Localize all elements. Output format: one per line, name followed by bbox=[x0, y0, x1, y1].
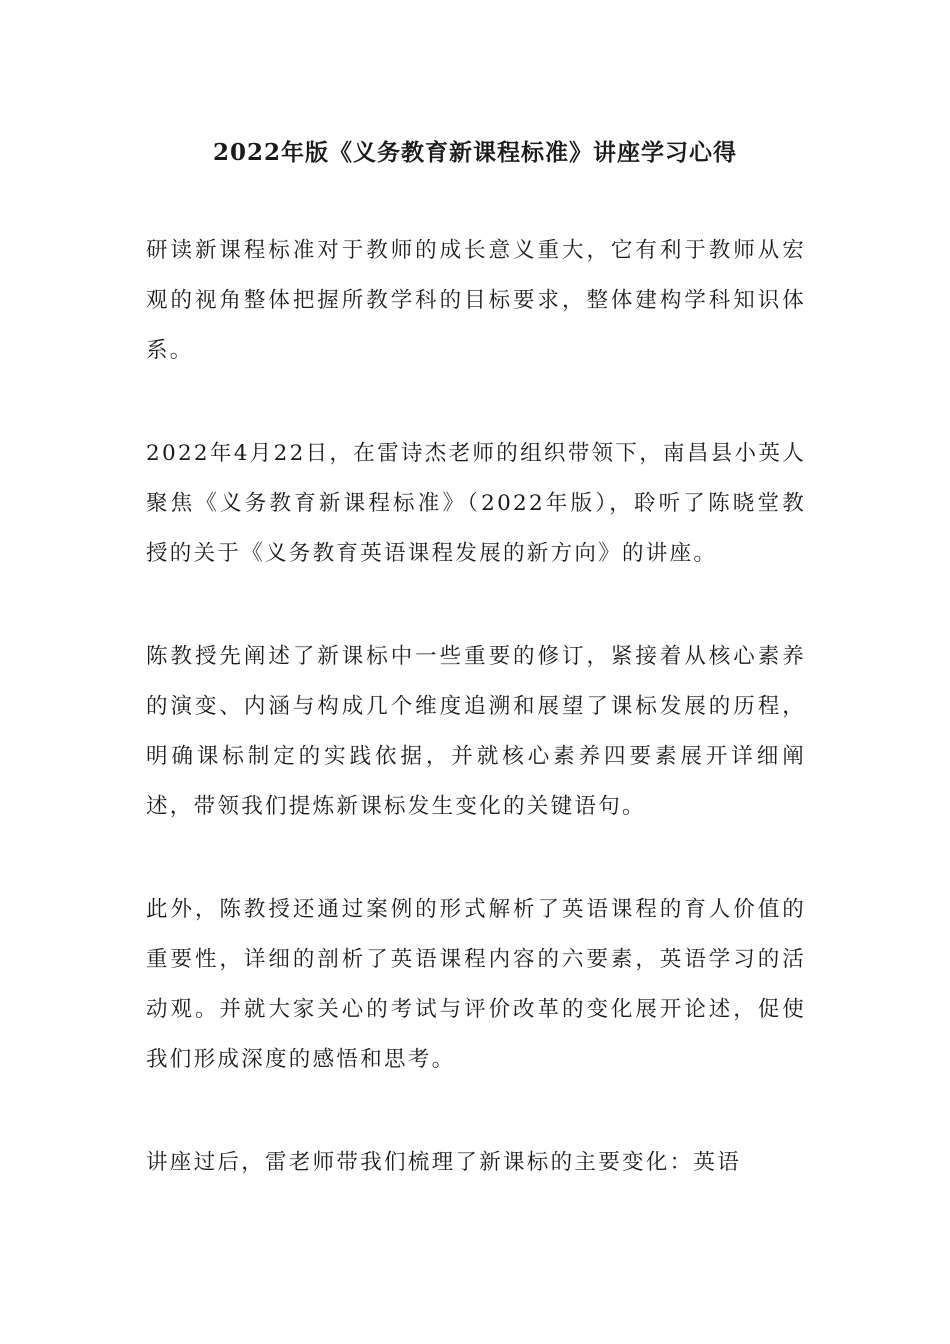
document-body bbox=[146, 226, 806, 1188]
paragraph-5: 讲座过后，雷老师带我们梳理了新课标的主要变化：英语 bbox=[146, 1150, 742, 1175]
paragraph-4: 此外，陈教授还通过案例的形式解析了英语课程的育人价值的重要性，详细的剖析了英语课程内容的六要素，英语学习的活动观。并就大家关心的考试与评价改革的变化展开论述，促使我们形成深度的感悟和思考。 bbox=[146, 897, 806, 1072]
document-title: 2022年版《义务教育新课程标准》讲座学习心得 bbox=[212, 139, 737, 166]
paragraph-3: 陈教授先阐述了新课标中一些重要的修订，紧接着从核心素养的演变、内涵与构成几个维度追溯和展望了课标发展的历程，明确课标制定的实践依据，并就核心素养四要素展开详细阐述，带领我们提炼新课标发生变化的关键语句。 bbox=[146, 644, 806, 819]
paragraph-1: 研读新课程标准对于教师的成长意义重大，它有利于教师从宏观的视角整体把握所教学科的目标要求，整体建构学科知识体系。 bbox=[146, 238, 806, 363]
paragraph-2: 2022年4月22日，在雷诗杰老师的组织带领下，南昌县小英人聚焦《义务教育新课程标准》（2022年版），聆听了陈晓堂教授的关于《义务教育英语课程发展的新方向》的讲座。 bbox=[146, 441, 806, 566]
